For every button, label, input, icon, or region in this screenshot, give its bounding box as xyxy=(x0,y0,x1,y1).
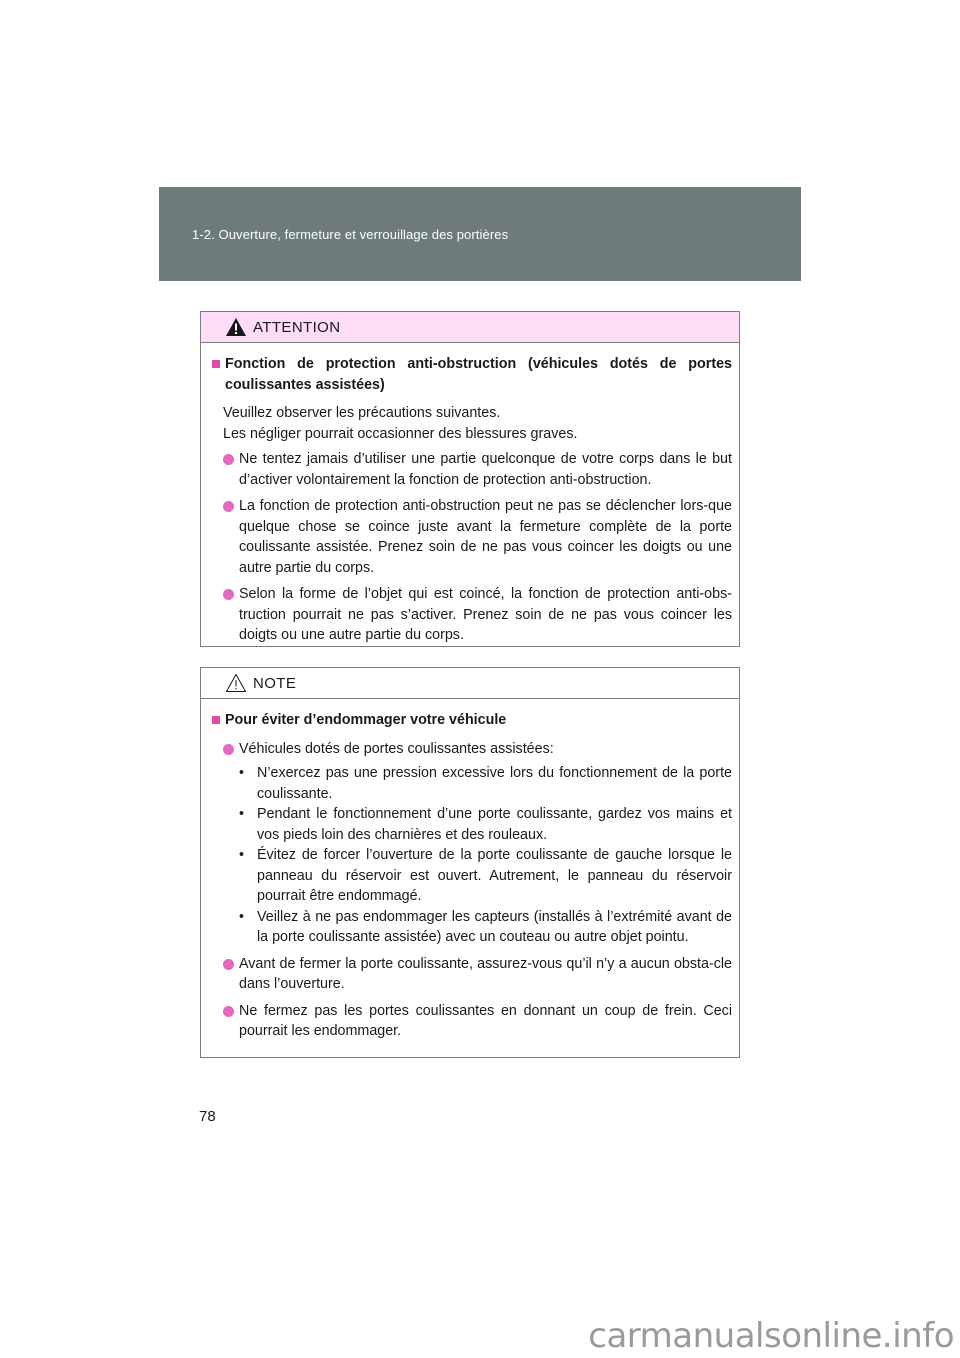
chapter-header-band xyxy=(159,187,801,281)
chapter-title: 1-2. Ouverture, fermeture et verrouillage des portières xyxy=(192,227,509,242)
attention-bullet xyxy=(212,496,732,578)
attention-body xyxy=(201,343,739,646)
note-sub-item xyxy=(239,907,732,948)
note-sub-item-text: Veillez à ne pas endommager les capteurs (installés à l’extrémité avant de la porte coulissante assistée) avec un couteau ou autre objet pointu. xyxy=(257,908,732,945)
note-label: NOTE xyxy=(253,675,297,692)
note-sub-item-text: Pendant le fonctionnement d’une porte coulissante, gardez vos mains et vos pieds loin des charnières et des rouleaux. xyxy=(257,806,732,843)
note-bullet xyxy=(212,954,732,995)
note-bullet-text: Véhicules dotés de portes coulissantes assistées: xyxy=(239,740,554,757)
circle-bullet-icon xyxy=(223,454,234,465)
note-section-title xyxy=(212,710,732,731)
sub-bullet-marker: • xyxy=(239,908,245,925)
attention-header xyxy=(201,312,739,343)
attention-bullet xyxy=(212,584,732,646)
attention-intro-line-1: Veuillez observer les précautions suivantes. xyxy=(223,405,501,421)
attention-box xyxy=(200,311,740,647)
attention-intro xyxy=(212,403,732,444)
attention-section-title xyxy=(212,354,732,395)
note-sub-item xyxy=(239,845,732,907)
attention-bullet-text: Ne tentez jamais d’utiliser une partie quelconque de votre corps dans le but d’activer volontairement la fonction de protection anti-obstruction. xyxy=(239,451,732,488)
note-bullet-text: Avant de fermer la porte coulissante, assurez-vous qu’il n’y a aucun obsta-cle dans l’ouverture. xyxy=(239,955,732,992)
note-sub-item xyxy=(239,763,732,804)
circle-bullet-icon xyxy=(223,589,234,600)
attention-bullet-text: La fonction de protection anti-obstruction peut ne pas se déclencher lors-que quelque chose se coince juste avant la fermeture complète de la porte coulissante assistée. Prenez soin de ne pas vous coincer les doigts ou une autre partie du corps. xyxy=(239,498,732,576)
sub-bullet-marker: • xyxy=(239,806,245,822)
circle-bullet-icon xyxy=(223,501,234,512)
page-number: 78 xyxy=(199,1108,216,1125)
circle-bullet-icon xyxy=(223,744,234,755)
note-box xyxy=(200,667,740,1058)
watermark: carmanualsonline.info xyxy=(588,1316,954,1356)
note-section-title-text: Pour éviter d’endommager votre véhicule xyxy=(225,712,507,728)
sub-bullet-marker: • xyxy=(239,765,245,781)
note-sub-item-text: Évitez de forcer l’ouverture de la porte coulissante de gauche lorsque le panneau du réservoir est ouvert. Autrement, le panneau du réservoir pourrait être endommagé. xyxy=(257,847,732,904)
square-bullet-icon xyxy=(212,360,220,368)
attention-label: ATTENTION xyxy=(253,319,341,336)
note-bullet-text: Ne fermez pas les portes coulissantes en donnant un coup de frein. Ceci pourrait les endommager. xyxy=(239,1002,732,1039)
caution-outline-icon xyxy=(225,673,247,693)
note-body xyxy=(201,699,739,1042)
warning-icon xyxy=(225,317,247,337)
note-sub-item-text: N’exercez pas une pression excessive lors du fonctionnement de la porte coulissante. xyxy=(257,765,732,802)
sub-bullet-marker: • xyxy=(239,847,245,863)
attention-intro-line-2: Les négliger pourrait occasionner des blessures graves. xyxy=(223,425,578,442)
note-bullet xyxy=(212,1001,732,1042)
attention-bullet xyxy=(212,449,732,490)
note-bullet xyxy=(212,739,732,760)
circle-bullet-icon xyxy=(223,1006,234,1017)
square-bullet-icon xyxy=(212,716,220,724)
attention-bullet-text: Selon la forme de l’objet qui est coincé, la fonction de protection anti-obs-truction pourrait ne pas s’activer. Prenez soin de ne pas vous coincer les doigts ou une autre partie du corps. xyxy=(239,586,732,643)
note-header xyxy=(201,668,739,699)
circle-bullet-icon xyxy=(223,959,234,970)
note-sub-list xyxy=(212,763,732,948)
attention-section-title-text: Fonction de protection anti-obstruction (véhicules dotés de portes coulissantes assistées) xyxy=(225,356,732,393)
note-sub-item xyxy=(239,804,732,845)
